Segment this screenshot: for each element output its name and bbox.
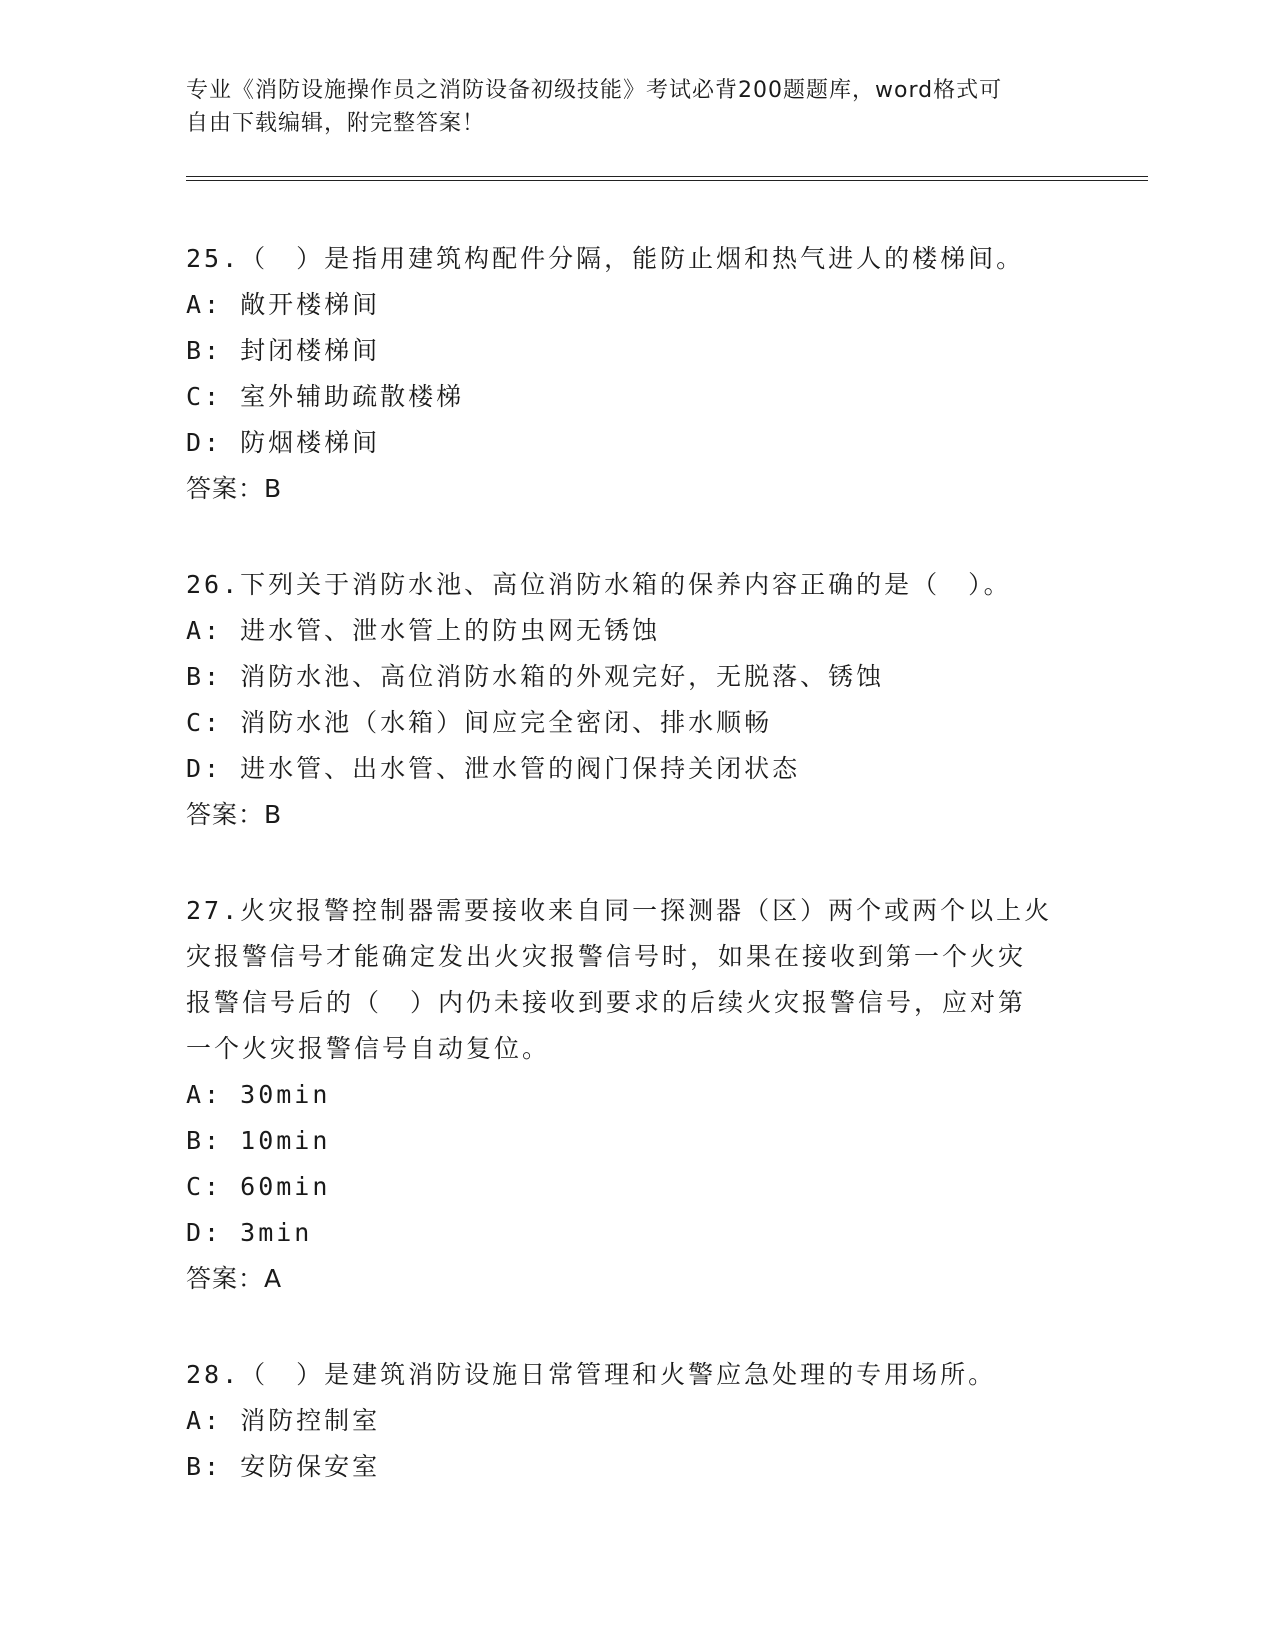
question-stem-line-1: 27.火灾报警控制器需要接收来自同一探测器（区）两个或两个以上火 (186, 896, 1053, 925)
question-stem: 26.下列关于消防水池、高位消防水箱的保养内容正确的是（ ）。 (186, 570, 1012, 599)
option-d: D: 3min (186, 1218, 313, 1247)
question-stem-line-2: 灾报警信号才能确定发出火灾报警信号时，如果在接收到第一个火灾 (186, 942, 1027, 971)
option-c: C: 60min (186, 1172, 331, 1201)
option-d: D: 进水管、出水管、泄水管的阀门保持关闭状态 (186, 754, 801, 783)
option-b: B: 安防保安室 (186, 1452, 381, 1481)
question-stem: 25.（ ）是指用建筑构配件分隔，能防止烟和热气进人的楼梯间。 (186, 244, 1025, 273)
header-title-line-1: 专业《消防设施操作员之消防设备初级技能》考试必背200题题库，word格式可 (186, 78, 1003, 103)
answer-key: 答案：A (186, 1264, 283, 1293)
question-stem-line-4: 一个火灾报警信号自动复位。 (186, 1034, 551, 1063)
question-28 (186, 1352, 1086, 1490)
question-list (186, 236, 1086, 1540)
option-c: C: 消防水池（水箱）间应完全密闭、排水顺畅 (186, 708, 773, 737)
option-b: B: 消防水池、高位消防水箱的外观完好，无脱落、锈蚀 (186, 662, 885, 691)
option-b: B: 10min (186, 1126, 331, 1155)
answer-key: 答案：B (186, 800, 283, 829)
header-divider (186, 176, 1148, 181)
option-a: A: 敞开楼梯间 (186, 290, 381, 319)
question-25 (186, 236, 1086, 512)
option-a: A: 消防控制室 (186, 1406, 381, 1435)
option-a: A: 30min (186, 1080, 331, 1109)
option-c: C: 室外辅助疏散楼梯 (186, 382, 465, 411)
question-26 (186, 562, 1086, 838)
question-27 (186, 888, 1086, 1302)
document-header (186, 74, 1066, 140)
question-stem: 28.（ ）是建筑消防设施日常管理和火警应急处理的专用场所。 (186, 1360, 997, 1389)
answer-key: 答案：B (186, 474, 283, 503)
header-title-line-2: 自由下载编辑，附完整答案！ (186, 111, 486, 136)
option-b: B: 封闭楼梯间 (186, 336, 381, 365)
option-a: A: 进水管、泄水管上的防虫网无锈蚀 (186, 616, 661, 645)
option-d: D: 防烟楼梯间 (186, 428, 381, 457)
question-stem-line-3: 报警信号后的（ ）内仍未接收到要求的后续火灾报警信号，应对第 (186, 988, 1027, 1017)
